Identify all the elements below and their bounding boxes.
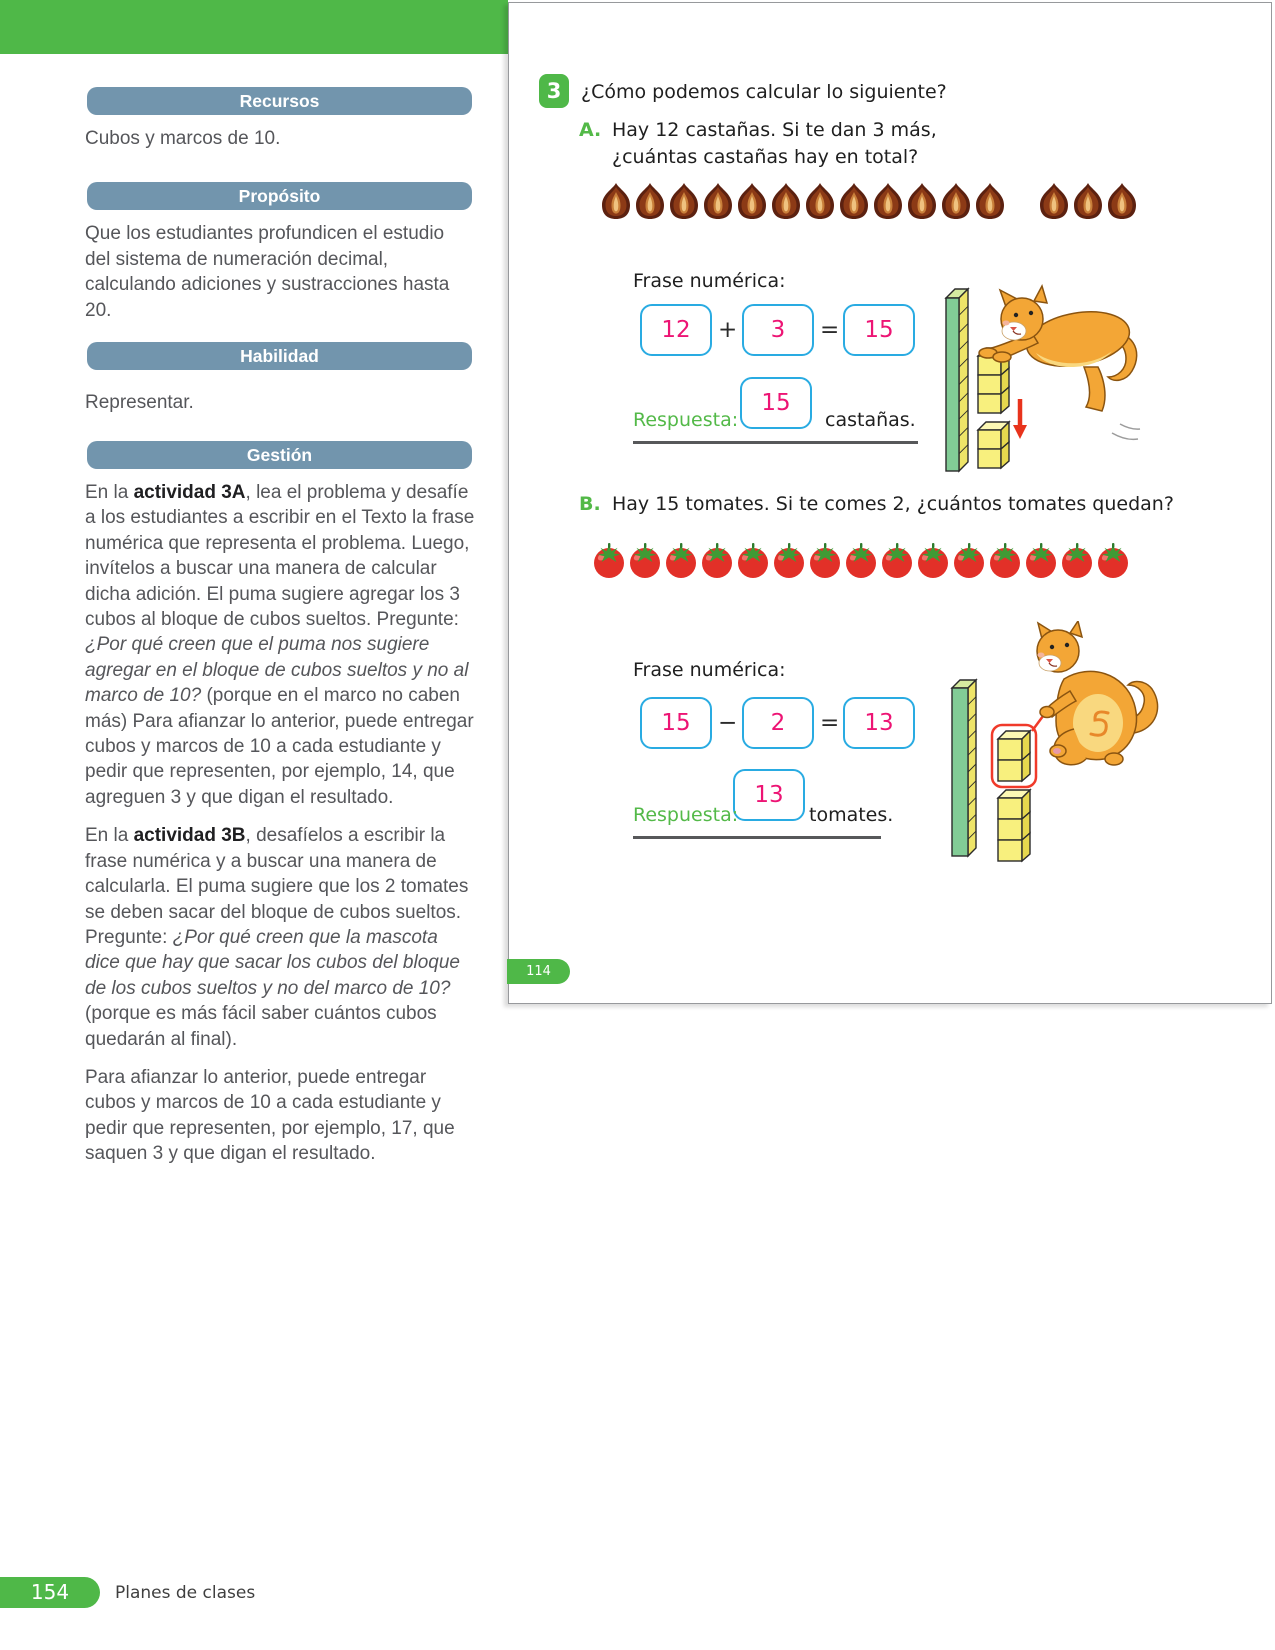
- puma-mascot: [1037, 621, 1158, 765]
- chestnut-icon: [973, 181, 1007, 221]
- activity-a-label: A.: [579, 119, 602, 141]
- section-header-recursos: Recursos: [87, 87, 472, 115]
- tomato-icon: [699, 541, 735, 579]
- section-header-proposito: Propósito: [87, 182, 472, 210]
- activity-b-line1: Hay 15 tomates. Si te comes 2, ¿cuántos tomates quedan?: [612, 493, 1174, 515]
- gestion-paragraph-1: En la actividad 3A, lea el problema y desafíe a los estudiantes a escribir en el Texto la frase numérica que representa el problema. Luego, invítelos a buscar una manera de calcular dicha adición. El puma sugiere agregar los 3 cubos al bloque de cubos sueltos. Pregunte: ¿Por qué creen que el puma nos sugiere agregar en el bloque de cubos sueltos y no al marco de 10? (porque en el marco no caben más) Para afianzar lo anterior, puede entregar cubos y marcos de 10 a cada estudiante y pedir que representen, por ejemplo, 14, que agreguen 3 y que digan el resultado.: [85, 482, 475, 808]
- chestnut-icon: [667, 181, 701, 221]
- frase-numerica-label-b: Frase numérica:: [633, 659, 786, 681]
- tomato-icon: [591, 541, 627, 579]
- unit-cubes-stack-3: [998, 790, 1030, 861]
- answer-a-unit: castañas.: [825, 409, 916, 431]
- answer-b-underline: [633, 836, 881, 839]
- frase-numerica-label-a: Frase numérica:: [633, 270, 786, 292]
- problem-number-badge: 3: [539, 74, 569, 108]
- gestion-body: [85, 480, 477, 1180]
- unit-cubes-stack-2: [998, 731, 1030, 781]
- illustration-b-blocks-puma: [946, 621, 1166, 863]
- chestnut-icon: [1037, 181, 1071, 221]
- chestnut-icon: [905, 181, 939, 221]
- equation-b-minuend-box: 15: [640, 697, 712, 749]
- down-arrow-icon: [1013, 399, 1027, 439]
- equation-a-plus-sign: +: [718, 317, 738, 343]
- respuesta-label-b: Respuesta:: [633, 804, 739, 826]
- activity-a-line2: ¿cuántas castañas hay en total?: [612, 146, 919, 168]
- tomato-icon: [807, 541, 843, 579]
- tomato-icon: [771, 541, 807, 579]
- footer-label: Planes de clases: [115, 1583, 256, 1603]
- top-green-bar: [0, 0, 508, 54]
- gestion-paragraph-3: Para afianzar lo anterior, puede entregar cubos y marcos de 10 a cada estudiante y pedir que representen, por ejemplo, 17, que saquen 3 y que digan el resultado.: [85, 1066, 455, 1165]
- chestnut-icon: [599, 181, 633, 221]
- illustration-a-blocks-puma: [936, 275, 1151, 475]
- habilidad-body: Representar.: [85, 392, 194, 413]
- chestnut-icon: [1105, 181, 1139, 221]
- tomato-icon: [987, 541, 1023, 579]
- chestnut-icon: [939, 181, 973, 221]
- equation-a-equals-sign: =: [820, 317, 840, 343]
- answer-a-underline: [633, 441, 918, 444]
- chestnut-group-main: [599, 181, 1007, 221]
- tomato-icon: [915, 541, 951, 579]
- tomato-group: [591, 541, 1131, 579]
- equation-b-minus-sign: −: [718, 710, 738, 736]
- textbook-page-number-tab: 114: [507, 959, 570, 984]
- section-header-habilidad: Habilidad: [87, 342, 472, 370]
- tomato-icon: [1023, 541, 1059, 579]
- equation-b-result-box: 13: [843, 697, 915, 749]
- tomato-icon: [663, 541, 699, 579]
- chestnut-icon: [871, 181, 905, 221]
- equation-b-equals-sign: =: [820, 710, 840, 736]
- gestion-paragraph-2: En la actividad 3B, desafíelos a escribir la frase numérica y a buscar una manera de calcularla. El puma sugiere que los 2 tomates se deben sacar del bloque de cubos sueltos. Pregunte: ¿Por qué creen que la mascota dice que hay que sacar los cubos del bloque de los cubos sueltos y no del marco de 10? (porque es más fácil saber cuántos cubos quedarán al final).: [85, 825, 469, 1050]
- recursos-body: Cubos y marcos de 10.: [85, 128, 281, 149]
- unit-cubes-stack-2: [978, 422, 1009, 468]
- equation-a-addend1-box: 12: [640, 304, 712, 356]
- chestnut-icon: [769, 181, 803, 221]
- tomato-icon: [1095, 541, 1131, 579]
- problem-question: ¿Cómo podemos calcular lo siguiente?: [581, 81, 947, 103]
- tomato-icon: [951, 541, 987, 579]
- tomato-row: [591, 541, 1131, 579]
- activity-b-label: B.: [579, 493, 601, 515]
- respuesta-label-a: Respuesta:: [633, 409, 739, 431]
- equation-a-addend2-box: 3: [742, 304, 814, 356]
- chestnut-row: [599, 181, 1139, 221]
- activity-a-line1: Hay 12 castañas. Si te dan 3 más,: [612, 119, 937, 141]
- answer-a-box: 15: [740, 377, 812, 429]
- equation-b-subtrahend-box: 2: [742, 697, 814, 749]
- equation-a-result-box: 15: [843, 304, 915, 356]
- student-textbook-page: [508, 2, 1272, 1004]
- tomato-icon: [735, 541, 771, 579]
- tomato-icon: [879, 541, 915, 579]
- answer-b-box: 13: [733, 769, 805, 821]
- puma-mascot: [979, 286, 1140, 439]
- chestnut-icon: [735, 181, 769, 221]
- base-ten-rod: [946, 289, 968, 471]
- chestnut-icon: [1071, 181, 1105, 221]
- base-ten-rod: [952, 680, 976, 856]
- chestnut-icon: [633, 181, 667, 221]
- tomato-icon: [627, 541, 663, 579]
- chestnut-icon: [803, 181, 837, 221]
- chestnut-group-extra: [1037, 181, 1139, 221]
- chestnut-icon: [701, 181, 735, 221]
- chestnut-icon: [837, 181, 871, 221]
- tomato-icon: [843, 541, 879, 579]
- answer-b-unit: tomates.: [809, 804, 894, 826]
- tomato-icon: [1059, 541, 1095, 579]
- section-header-gestion: Gestión: [87, 441, 472, 469]
- footer-page-number: 154: [0, 1577, 100, 1608]
- proposito-body: Que los estudiantes profundicen el estudio del sistema de numeración decimal, calculando adiciones y sustracciones hasta 20.: [85, 223, 450, 321]
